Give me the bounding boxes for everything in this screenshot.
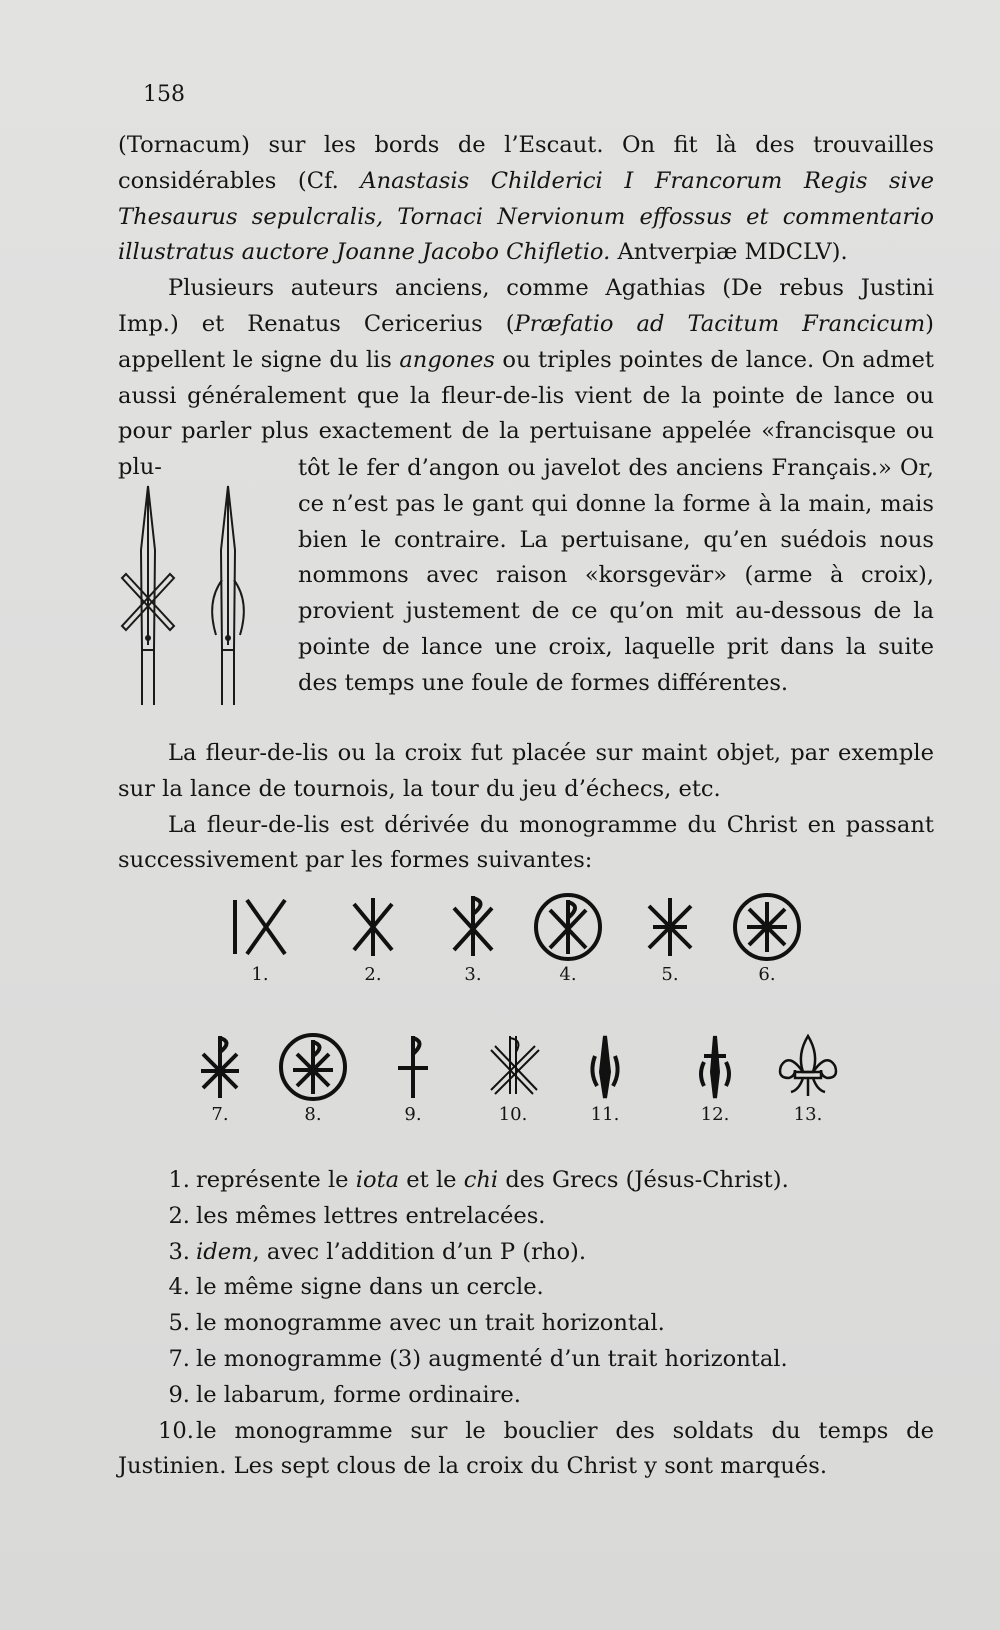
para2-italic-d: angones bbox=[399, 346, 495, 373]
legend-num-4: 4. bbox=[168, 1274, 190, 1301]
paragraph-1 bbox=[118, 128, 934, 271]
labarum-icon bbox=[388, 1032, 438, 1102]
symbol-8-number: 8. bbox=[304, 1104, 322, 1125]
legend-num-7: 7. bbox=[168, 1345, 190, 1372]
legend-text-1e: des Grecs (Jésus-Christ). bbox=[498, 1167, 789, 1193]
symbol-4-number: 4. bbox=[559, 964, 577, 985]
legend-num-10: 10. bbox=[158, 1417, 194, 1444]
fleur-de-lis-icon bbox=[775, 1032, 841, 1102]
symbol-3-number: 3. bbox=[464, 964, 482, 985]
six-ray-star-icon bbox=[635, 892, 705, 962]
legend-text-9: le labarum, forme ordinaire. bbox=[196, 1381, 521, 1408]
para1-text-c: Antverpiæ MDCLV). bbox=[610, 239, 848, 266]
symbol-12 bbox=[685, 1032, 745, 1125]
legend-num-9: 9. bbox=[168, 1381, 190, 1408]
symbol-5 bbox=[630, 892, 710, 985]
legend-item-7 bbox=[118, 1342, 934, 1378]
symbol-11-number: 11. bbox=[590, 1104, 620, 1125]
legend-item-1 bbox=[118, 1163, 934, 1199]
symbol-1 bbox=[220, 892, 300, 985]
para1-title-italic: Anastasis Childerici I Francorum Regis sive Thesaurus sepulcralis, Tornaci Nervionum effossus et commentario illustratus auctore Joanne Jacobo Chifletio. bbox=[118, 167, 935, 266]
symbol-9 bbox=[383, 1032, 443, 1125]
symbol-2-number: 2. bbox=[364, 964, 382, 985]
symbol-12-number: 12. bbox=[700, 1104, 730, 1125]
legend-text-1a: représente le bbox=[196, 1167, 356, 1193]
page-number: 158 bbox=[143, 82, 185, 107]
legend-item-2 bbox=[118, 1199, 934, 1235]
legend-text-10: le monogramme sur le bouclier des soldats du temps de Justinien. Les sept clous de la croix du Christ y sont marqués. bbox=[118, 1417, 934, 1480]
shield-monogram-icon bbox=[483, 1032, 543, 1102]
para2-text-a: Plusieurs auteurs anciens, comme Agathias (De rebus Justini Imp.) et Renatus Cericerius ( bbox=[118, 275, 934, 337]
symbol-11 bbox=[580, 1032, 630, 1125]
lance-crescent-icon bbox=[690, 1032, 740, 1102]
legend-num-2: 2. bbox=[168, 1202, 190, 1229]
legend-num-1: 1. bbox=[168, 1167, 190, 1193]
legend-item-5 bbox=[118, 1306, 934, 1342]
legend-text-5: le monogramme avec un trait horizontal. bbox=[196, 1310, 665, 1337]
legend-text-2: les mêmes lettres entrelacées. bbox=[196, 1202, 546, 1229]
body-text-wrap bbox=[298, 451, 934, 702]
symbol-8 bbox=[268, 1032, 358, 1125]
star-rho-icon bbox=[195, 1032, 245, 1102]
symbol-9-number: 9. bbox=[404, 1104, 422, 1125]
symbol-5-number: 5. bbox=[661, 964, 679, 985]
legend-num-3: 3. bbox=[168, 1238, 190, 1265]
body-text-middle bbox=[118, 736, 934, 879]
para1-text-a: (Tornacum) sur les bords de l’Escaut. On fit là des trouvailles considérables (Cf. bbox=[118, 132, 934, 194]
legend-item-3 bbox=[118, 1235, 934, 1271]
symbol-13 bbox=[773, 1032, 843, 1125]
paragraph-4: La fleur-de-lis est dérivée du monogramme du Christ en passant successivement par les formes suivantes: bbox=[118, 811, 934, 874]
para2-italic-b: Præfatio ad Tacitum Francicum bbox=[514, 310, 926, 337]
symbol-6 bbox=[722, 892, 812, 985]
star-rho-circle-icon bbox=[271, 1032, 355, 1102]
symbol-7 bbox=[190, 1032, 250, 1125]
six-ray-star-circle-icon bbox=[725, 892, 809, 962]
symbol-1-number: 1. bbox=[251, 964, 269, 985]
legend-text-4: le même signe dans un cercle. bbox=[196, 1274, 544, 1301]
legend-item-4 bbox=[118, 1270, 934, 1306]
paragraph-3: La fleur-de-lis ou la croix fut placée sur maint objet, par exemple sur la lance de tournois, la tour du jeu d’échecs, etc. bbox=[118, 740, 934, 802]
symbol-2 bbox=[333, 892, 413, 985]
lance-illustration bbox=[118, 480, 288, 710]
symbol-10 bbox=[478, 1032, 548, 1125]
legend-italic-iota: iota bbox=[355, 1167, 400, 1193]
lance-figures bbox=[118, 480, 288, 714]
legend-item-10 bbox=[118, 1414, 934, 1486]
para2-text-c: ) appellent le signe du lis bbox=[118, 310, 934, 373]
legend-text-1c: et le bbox=[399, 1167, 464, 1193]
legend-num-5: 5. bbox=[168, 1310, 190, 1337]
iota-chi-icon bbox=[225, 892, 295, 962]
legend-italic-idem: idem bbox=[196, 1238, 253, 1265]
body-text-top bbox=[118, 128, 934, 486]
interlaced-iota-chi-icon bbox=[338, 892, 408, 962]
paragraph-2-continued: tôt le fer d’angon ou javelot des anciens Français.» Or, ce n’est pas le gant qui donne la forme à la main, mais bien le contraire. La pertuisane, qu’en suédois nous nommons avec raison «korsgevär» (arme à croix), provient justement de ce qu’on mit au-dessous de la pointe de lance une croix, laquelle prit dans la suite des temps une foule de formes différentes. bbox=[298, 455, 934, 696]
lance-cross-icon bbox=[585, 1032, 625, 1102]
symbol-6-number: 6. bbox=[758, 964, 776, 985]
symbol-13-number: 13. bbox=[793, 1104, 823, 1125]
legend-italic-chi: chi bbox=[463, 1167, 499, 1193]
symbol-4 bbox=[523, 892, 613, 985]
legend-text-7: le monogramme (3) augmenté d’un trait horizontal. bbox=[196, 1345, 788, 1372]
legend-text-3: , avec l’addition d’un P (rho). bbox=[252, 1238, 587, 1265]
symbol-legend bbox=[118, 1163, 934, 1485]
iota-chi-rho-icon bbox=[438, 892, 508, 962]
symbol-3 bbox=[433, 892, 513, 985]
symbol-10-number: 10. bbox=[498, 1104, 528, 1125]
chi-rho-circle-icon bbox=[526, 892, 610, 962]
legend-item-9 bbox=[118, 1378, 934, 1414]
para2-text-e: ou triples pointes de lance. On admet aussi généralement que la fleur-de-lis vient de la pointe de lance ou pour parler plus exactement de la pertuisane appelée «francisque ou plu- bbox=[118, 346, 935, 481]
symbol-7-number: 7. bbox=[211, 1104, 229, 1125]
